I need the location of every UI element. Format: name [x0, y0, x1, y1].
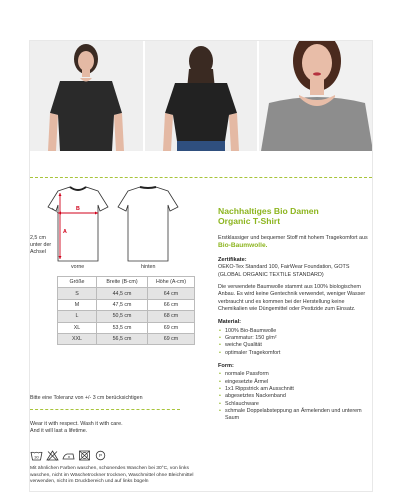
lead-text [218, 235, 368, 251]
height-cell: 68 cm [148, 311, 195, 322]
table-row [58, 299, 195, 310]
height-cell: 69 cm [148, 322, 195, 333]
table-row [58, 311, 195, 322]
height-cell: 69 cm [148, 333, 195, 344]
certificates-text: OEKO-Tex Standard 100, FairWear Foundation, GOTS (GLOBAL ORGANIC TEXTILE STANDARD) [218, 264, 350, 278]
care-symbols [30, 448, 107, 459]
washing-instructions: Mit ähnlichen Farben waschen, schonendes Waschen bei 30°C, von links waschen, nicht im Wäschetrockner trocknen, Waschmittel ohne Bleichmittel verwenden, nicht im Druckbereich und auf links bügeln [30, 466, 194, 485]
size-cell: XXL [58, 333, 97, 344]
product-title [218, 206, 368, 227]
svg-text:P: P [98, 453, 103, 459]
lead-text-body: Erstklassiger und bequemer Stoff mit hohem Tragekomfort aus [218, 234, 368, 241]
list-item: • 100% Bio-Baumwolle [218, 328, 368, 335]
list-item: • weiche Qualität [218, 342, 368, 349]
width-label-b: B [76, 206, 80, 212]
list-item: • abgesetztes Nackenband [218, 393, 368, 400]
size-cell: L [58, 311, 97, 322]
width-cell: 50,5 cm [97, 311, 148, 322]
width-cell: 44,5 cm [97, 288, 148, 299]
height-cell: 64 cm [148, 288, 195, 299]
form-heading: Form: [218, 362, 234, 369]
table-row [58, 288, 195, 299]
no-tumble-dry-icon [78, 448, 91, 459]
section-divider [30, 177, 372, 178]
wear-line-1: Wear it with respect. Wash it with care. [30, 421, 123, 427]
product-info [218, 206, 368, 423]
lead-highlight: Bio-Baumwolle. [218, 241, 268, 249]
dry-clean-icon [94, 448, 107, 459]
front-label: vorne [71, 264, 85, 270]
height-cell: 66 cm [148, 299, 195, 310]
product-title-line-1: Nachhaltiges Bio Damen [218, 206, 319, 216]
list-item: • Grammatur: 150 g/m² [218, 335, 368, 342]
back-view-photo [145, 41, 258, 151]
size-cell: XL [58, 322, 97, 333]
width-cell: 53,5 cm [97, 322, 148, 333]
product-title-line-2: Organic T-Shirt [218, 216, 281, 227]
list-item: • normale Passform [218, 371, 368, 378]
list-item: • Schlauchware [218, 401, 368, 408]
no-bleach-icon [46, 448, 59, 459]
material-list [218, 328, 368, 357]
wear-line-2: And it will last a lifetime. [30, 428, 88, 435]
width-cell: 56,5 cm [97, 333, 148, 344]
table-row [58, 333, 195, 344]
list-item: • 1x1 Rippstrick am Ausschnitt [218, 386, 368, 393]
product-sheet [30, 41, 372, 491]
height-label-a: A [63, 229, 67, 235]
size-table [57, 276, 195, 345]
iron-low-icon [62, 448, 75, 459]
closeup-photo [259, 41, 372, 151]
list-item: • eingesetzte Ärmel [218, 379, 368, 386]
wash-30-icon [30, 448, 43, 459]
photo-strip [30, 41, 372, 151]
size-col-header: Größe [58, 277, 97, 288]
svg-text:30: 30 [34, 454, 39, 460]
width-cell: 47,5 cm [97, 299, 148, 310]
description-text: Die verwendete Baumwolle stammt aus 100% biologischem Anbau. Es wird keine Gentechnik verwendet, weniger Wasser verbraucht und es kommen bei der Herstellung keine Chemikalien wie Düngemittel oder Pestizide zum Einsatz. [218, 283, 366, 312]
tolerance-note: Bitte eine Toleranz von +/- 3 cm berücksichtigen [30, 395, 143, 401]
back-label: hinten [141, 264, 156, 270]
front-view-photo [30, 41, 143, 151]
size-cell: S [58, 288, 97, 299]
width-col-header: Breite (B-cm) [97, 277, 148, 288]
table-row [58, 322, 195, 333]
size-cell: M [58, 299, 97, 310]
certificates-heading: Zertifikate: [218, 256, 247, 263]
list-item: • schmale Doppelabsteppung an Ärmelenden und unterem Saum [218, 408, 368, 423]
size-diagram [30, 181, 195, 273]
height-col-header: Höhe (A-cm) [148, 277, 195, 288]
material-heading: Material: [218, 319, 242, 326]
wear-text [30, 421, 190, 436]
size-table-header [58, 277, 195, 288]
armpit-label: 2,5 cm unter der Achsel [30, 235, 52, 255]
list-item: • optimaler Tragekomfort [218, 350, 368, 357]
form-list [218, 371, 368, 422]
care-divider [30, 409, 180, 410]
